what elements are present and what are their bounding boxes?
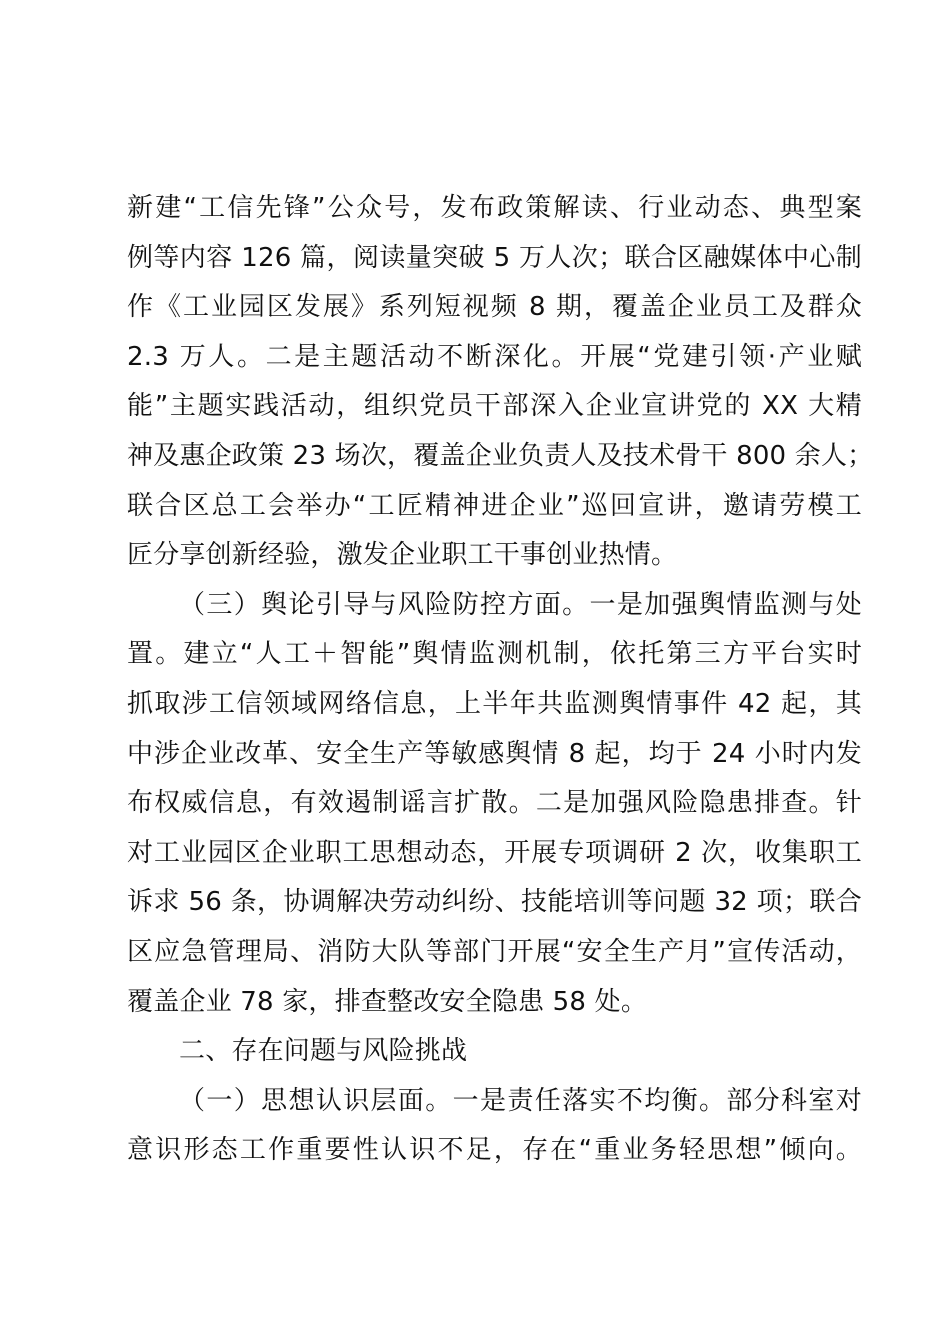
paragraph-line: 能”主题实践活动，组织党员干部深入企业宣讲党的 XX 大精 [127, 391, 862, 422]
chapter-heading: 二、存在问题与风险挑战 [179, 1036, 468, 1067]
section-heading-line: （三）舆论引导与风险防控方面。一是加强舆情监测与处 [179, 589, 862, 620]
paragraph-line: 神及惠企政策 23 场次，覆盖企业负责人及技术骨干 800 余人； [127, 440, 874, 471]
paragraph-line: 2.3 万人。二是主题活动不断深化。开展“党建引领·产业赋 [127, 341, 862, 372]
section-heading-line: （一）思想认识层面。一是责任落实不均衡。部分科室对 [179, 1085, 862, 1116]
paragraph-line: 中涉企业改革、安全生产等敏感舆情 8 起，均于 24 小时内发 [127, 738, 862, 769]
paragraph-line: 布权威信息，有效遏制谣言扩散。二是加强风险隐患排查。针 [127, 788, 862, 819]
paragraph-line: 对工业园区企业职工思想动态，开展专项调研 2 次，收集职工 [127, 837, 862, 868]
paragraph-line: 作《工业园区发展》系列短视频 8 期，覆盖企业员工及群众 [127, 292, 862, 323]
paragraph-line: 例等内容 126 篇，阅读量突破 5 万人次；联合区融媒体中心制 [127, 242, 862, 273]
paragraph-line: 新建“工信先锋”公众号，发布政策解读、行业动态、典型案 [127, 193, 862, 223]
paragraph-line: 抓取涉工信领域网络信息，上半年共监测舆情事件 42 起，其 [127, 688, 862, 719]
paragraph-line: 置。建立“人工＋智能”舆情监测机制，依托第三方平台实时 [127, 639, 862, 670]
paragraph-line: 覆盖企业 78 家，排查整改安全隐患 58 处。 [127, 986, 648, 1017]
paragraph-line: 匠分享创新经验，激发企业职工干事创业热情。 [127, 540, 678, 571]
paragraph-line: 联合区总工会举办“工匠精神进企业”巡回宣讲，邀请劳模工 [127, 490, 862, 521]
paragraph-line: 诉求 56 条，协调解决劳动纠纷、技能培训等问题 32 项；联合 [127, 887, 862, 918]
paragraph-line: 意识形态工作重要性认识不足，存在“重业务轻思想”倾向。 [127, 1135, 862, 1166]
document-body [127, 184, 874, 1176]
paragraph-line: 区应急管理局、消防大队等部门开展“安全生产月”宣传活动， [127, 936, 862, 967]
